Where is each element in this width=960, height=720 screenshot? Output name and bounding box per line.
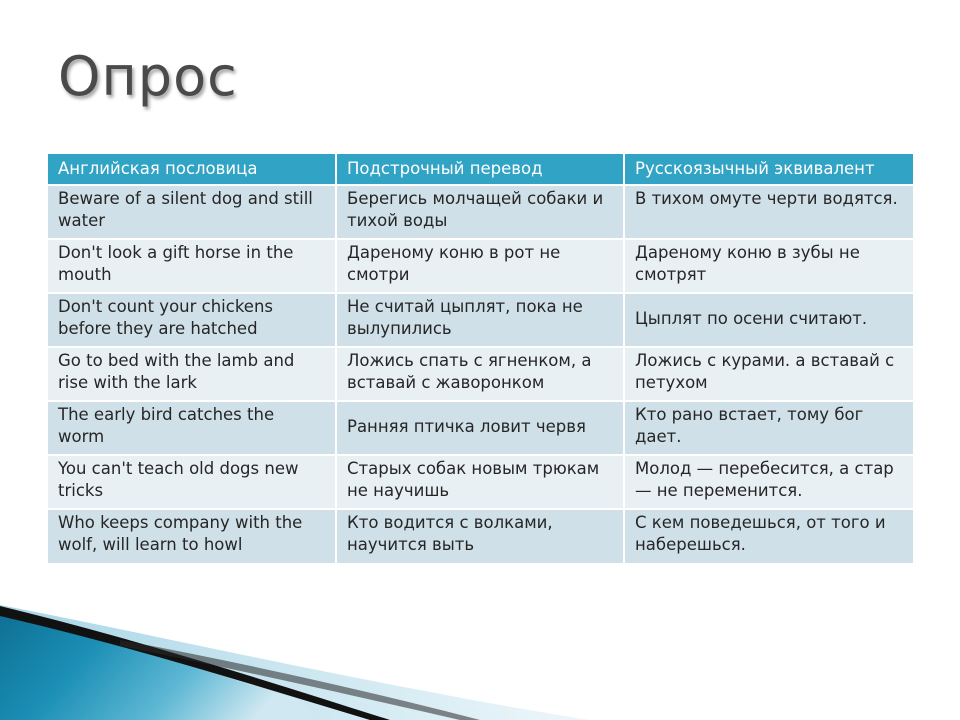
cell-english: Go to bed with the lamb and rise with the lark (48, 347, 336, 401)
cell-russian: Ложись с курами. а вставай с петухом (624, 347, 913, 401)
cell-russian: Молод — перебесится, а стар — не переменится. (624, 455, 913, 509)
cell-russian: Кто рано встает, тому бог дает. (624, 401, 913, 455)
cell-english: Beware of a silent dog and still water (48, 185, 336, 239)
table-row (48, 239, 913, 293)
table-row (48, 509, 913, 563)
cell-russian: Дареному коню в зубы не смотрят (624, 239, 913, 293)
proverbs-table (48, 154, 913, 563)
header-russian-equivalent: Русскоязычный эквивалент (624, 154, 913, 185)
cell-english: The early bird catches the worm (48, 401, 336, 455)
cell-literal: Ложись спать с ягненком, а вставай с жаворонком (336, 347, 624, 401)
cell-literal: Ранняя птичка ловит червя (336, 401, 624, 455)
cell-literal: Старых собак новым трюкам не научишь (336, 455, 624, 509)
table-row (48, 455, 913, 509)
table-row (48, 401, 913, 455)
header-literal-translation: Подстрочный перевод (336, 154, 624, 185)
cell-russian: Цыплят по осени считают. (624, 293, 913, 347)
table-row (48, 185, 913, 239)
cell-russian: С кем поведешься, от того и наберешься. (624, 509, 913, 563)
cell-literal: Берегись молчащей собаки и тихой воды (336, 185, 624, 239)
header-english-proverb: Английская пословица (48, 154, 336, 185)
table-row (48, 347, 913, 401)
table-row (48, 293, 913, 347)
cell-literal: Дареному коню в рот не смотри (336, 239, 624, 293)
cell-english: Don't count your chickens before they are hatched (48, 293, 336, 347)
cell-russian: В тихом омуте черти водятся. (624, 185, 913, 239)
cell-literal: Кто водится с волками, научится выть (336, 509, 624, 563)
cell-literal: Не считай цыплят, пока не вылупились (336, 293, 624, 347)
cell-english: You can't teach old dogs new tricks (48, 455, 336, 509)
cell-english: Who keeps company with the wolf, will learn to howl (48, 509, 336, 563)
cell-english: Don't look a gift horse in the mouth (48, 239, 336, 293)
slide-title: Опрос (58, 45, 238, 108)
table-header-row (48, 154, 913, 185)
